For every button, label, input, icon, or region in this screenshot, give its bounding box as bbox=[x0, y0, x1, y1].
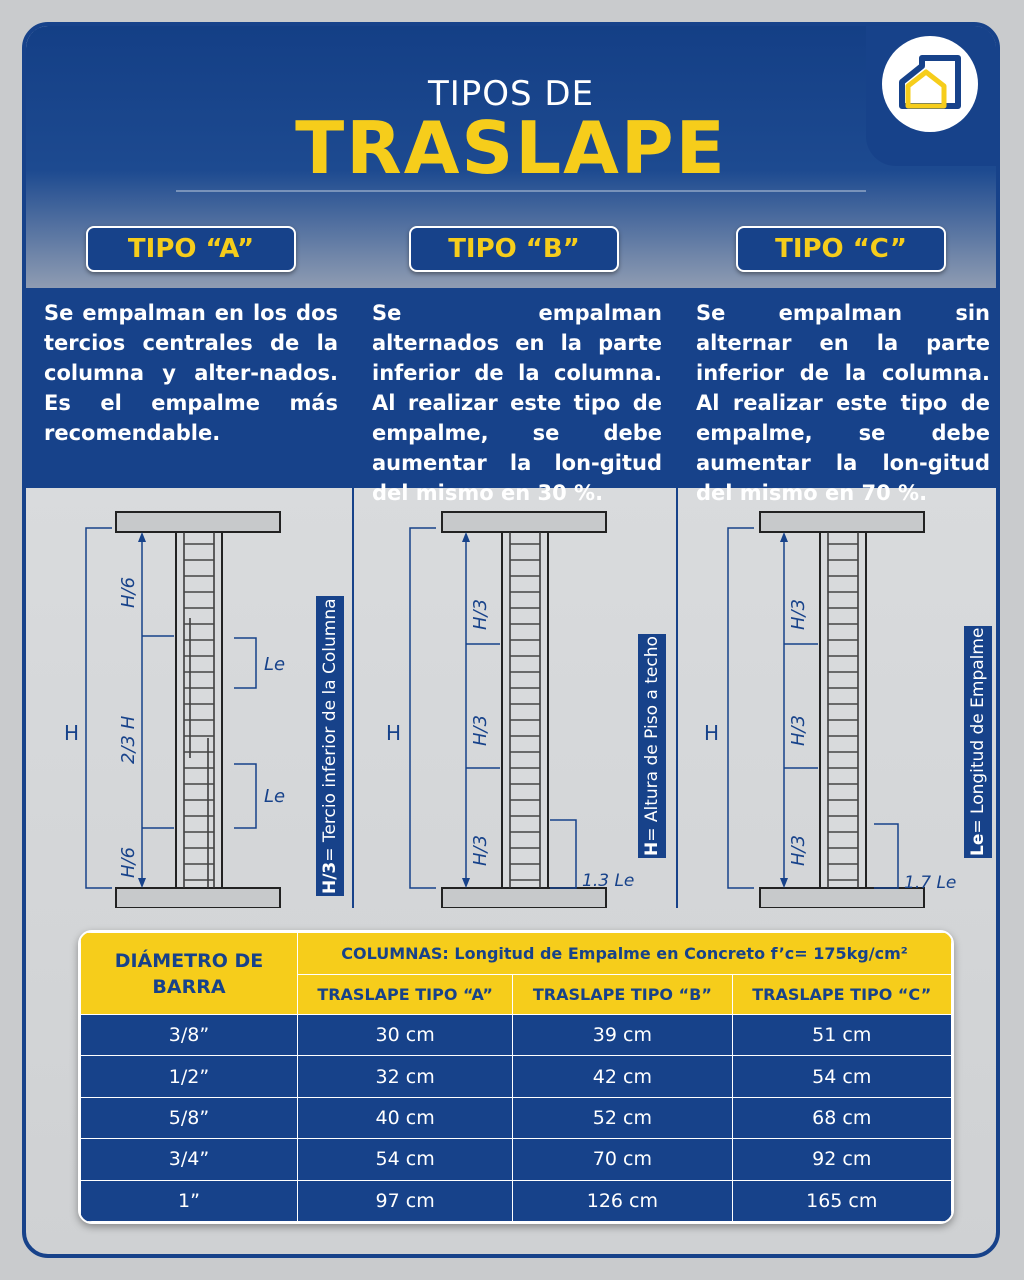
legend-h bbox=[638, 634, 666, 858]
label-bottom-sixth: H/6 bbox=[118, 846, 139, 878]
label-two-thirds: 2/3 H bbox=[118, 715, 139, 764]
diameter-cell: 3/4” bbox=[81, 1139, 298, 1180]
legend-h-key: H bbox=[642, 841, 662, 856]
lap-length-table bbox=[78, 930, 954, 1224]
value-c-cell: 92 cm bbox=[732, 1139, 952, 1180]
column-b-drawing bbox=[354, 488, 676, 908]
column-a-drawing bbox=[26, 488, 352, 908]
legend-h-text: = Altura de Piso a techo bbox=[642, 636, 662, 842]
tipo-b-description: Se empalman alternados en la parte inferior de la columna. Al realizar este tipo de empalme, se debe aumentar la lon-gitud del mismo en 30 %. bbox=[354, 288, 676, 488]
logo-tab bbox=[866, 26, 996, 166]
tipo-a-description: Se empalman en los dos tercios centrales de la columna y alter-nados. Es el empalme más recomendable. bbox=[26, 288, 352, 488]
col-header-a: TRASLAPE TIPO “A” bbox=[298, 975, 513, 1015]
label-le-1: Le bbox=[264, 654, 286, 675]
value-b-cell: 42 cm bbox=[513, 1056, 732, 1097]
header bbox=[26, 26, 996, 288]
tipo-c-badge: TIPO “C” bbox=[736, 226, 946, 272]
diagram-tipo-c bbox=[678, 488, 1000, 908]
diameter-cell: 3/8” bbox=[81, 1015, 298, 1056]
label-h: H bbox=[64, 721, 80, 745]
label-le-2: Le bbox=[264, 786, 286, 807]
value-a-cell: 97 cm bbox=[298, 1180, 513, 1221]
table-row bbox=[81, 1139, 952, 1180]
title-divider bbox=[176, 190, 866, 192]
label-top-sixth: H/6 bbox=[118, 576, 139, 608]
legend-h3-key: H/3 bbox=[320, 861, 340, 894]
label-h: H bbox=[704, 721, 720, 745]
tipo-a-badge: TIPO “A” bbox=[86, 226, 296, 272]
label-third-1: H/3 bbox=[788, 598, 809, 630]
group-header: COLUMNAS: Longitud de Empalme en Concreto f’c= 175kg/cm² bbox=[298, 933, 952, 975]
diameter-header: DIÁMETRO DE BARRA bbox=[81, 933, 298, 1015]
table-row bbox=[81, 1180, 952, 1221]
diagram-tipo-a bbox=[26, 488, 352, 908]
col-header-c: TRASLAPE TIPO “C” bbox=[732, 975, 952, 1015]
label-third-3: H/3 bbox=[788, 834, 809, 866]
legend-le-text: = Longitud de Empalme bbox=[968, 627, 988, 834]
value-a-cell: 40 cm bbox=[298, 1097, 513, 1138]
value-c-cell: 68 cm bbox=[732, 1097, 952, 1138]
diameter-cell: 1/2” bbox=[81, 1056, 298, 1097]
label-h: H bbox=[386, 721, 402, 745]
value-b-cell: 52 cm bbox=[513, 1097, 732, 1138]
house-logo-icon bbox=[882, 36, 978, 132]
label-third-1: H/3 bbox=[470, 598, 491, 630]
label-lap-length: 1.7 Le bbox=[904, 873, 957, 893]
label-third-3: H/3 bbox=[470, 834, 491, 866]
column-c-drawing bbox=[678, 488, 1000, 908]
label-third-2: H/3 bbox=[470, 714, 491, 746]
value-a-cell: 30 cm bbox=[298, 1015, 513, 1056]
value-a-cell: 32 cm bbox=[298, 1056, 513, 1097]
legend-le-key: Le bbox=[968, 833, 988, 856]
label-third-2: H/3 bbox=[788, 714, 809, 746]
legend-le bbox=[964, 626, 992, 858]
value-a-cell: 54 cm bbox=[298, 1139, 513, 1180]
diameter-cell: 1” bbox=[81, 1180, 298, 1221]
diagram-tipo-b bbox=[354, 488, 676, 908]
col-header-b: TRASLAPE TIPO “B” bbox=[513, 975, 732, 1015]
table-row bbox=[81, 1015, 952, 1056]
title-line2: TRASLAPE bbox=[295, 106, 727, 190]
title-line1: TIPOS DE bbox=[427, 74, 595, 114]
value-b-cell: 70 cm bbox=[513, 1139, 732, 1180]
value-c-cell: 54 cm bbox=[732, 1056, 952, 1097]
value-c-cell: 165 cm bbox=[732, 1180, 952, 1221]
value-b-cell: 126 cm bbox=[513, 1180, 732, 1221]
value-c-cell: 51 cm bbox=[732, 1015, 952, 1056]
value-b-cell: 39 cm bbox=[513, 1015, 732, 1056]
table-row bbox=[81, 1056, 952, 1097]
tipo-c-description: Se empalman sin alternar en la parte inferior de la columna. Al realizar este tipo de empalme, se debe aumentar la lon-gitud del mismo en 70 %. bbox=[678, 288, 1000, 488]
label-lap-length: 1.3 Le bbox=[582, 871, 635, 891]
legend-h3 bbox=[316, 596, 344, 896]
infographic-frame bbox=[22, 22, 1000, 1258]
logo bbox=[882, 36, 978, 132]
diameter-cell: 5/8” bbox=[81, 1097, 298, 1138]
table-row bbox=[81, 1097, 952, 1138]
tipo-b-badge: TIPO “B” bbox=[409, 226, 619, 272]
legend-h3-text: = Tercio inferior de la Columna bbox=[320, 598, 340, 862]
